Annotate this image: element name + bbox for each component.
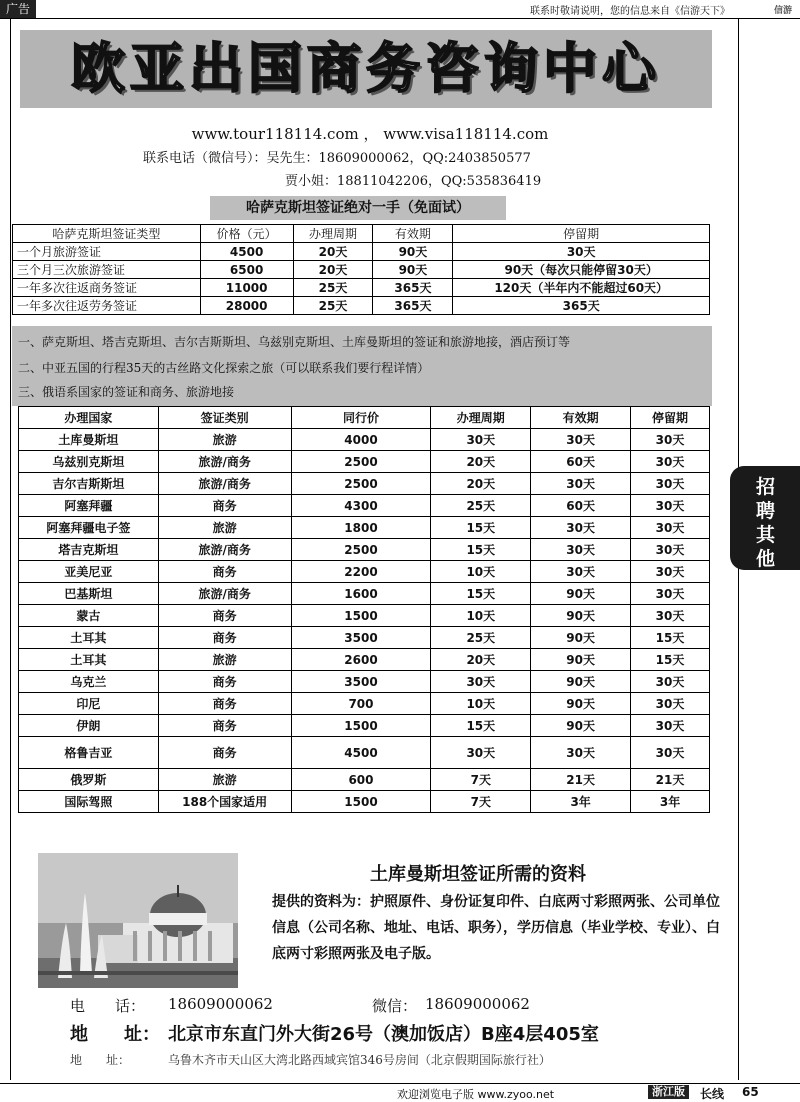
stay-cell: 30天 — [631, 583, 710, 605]
country-cell: 乌克兰 — [19, 671, 159, 693]
table-row — [19, 495, 710, 517]
category-cell: 旅游/商务 — [158, 539, 291, 561]
note-item: 三、俄语系国家的签证和商务、旅游地接 — [18, 385, 235, 399]
price-cell: 4500 — [200, 243, 293, 261]
validity-cell: 90天 — [531, 715, 631, 737]
address-label-2: 地 址： — [70, 1053, 131, 1067]
stay-cell: 30天 — [631, 561, 710, 583]
table-header-row — [19, 407, 710, 429]
table-row — [19, 473, 710, 495]
table-row — [19, 715, 710, 737]
stay-cell: 30天 — [631, 473, 710, 495]
source-note: 联系时敬请说明，您的信息来自《信游天下》 — [530, 6, 730, 17]
price-cell: 4000 — [291, 429, 431, 451]
requirements-title: 土库曼斯坦签证所需的资料 — [370, 864, 586, 885]
validity-cell: 30天 — [531, 561, 631, 583]
category-cell: 旅游 — [158, 429, 291, 451]
header-cell: 办理国家 — [19, 407, 159, 429]
country-cell: 阿塞拜疆电子签 — [19, 517, 159, 539]
wechat-value[interactable]: 18609000062 — [425, 995, 530, 1013]
price-cell: 2500 — [291, 451, 431, 473]
address-label: 地 址： — [70, 1024, 160, 1045]
visa-type-cell: 一年多次往返商务签证 — [13, 279, 201, 297]
price-cell: 2600 — [291, 649, 431, 671]
duration-cell: 15天 — [431, 583, 531, 605]
country-cell: 印尼 — [19, 693, 159, 715]
category-cell: 旅游/商务 — [158, 583, 291, 605]
validity-cell: 30天 — [531, 539, 631, 561]
validity-cell: 90天 — [531, 583, 631, 605]
stay-cell: 21天 — [631, 769, 710, 791]
price-cell: 4300 — [291, 495, 431, 517]
validity-cell: 90天 — [531, 627, 631, 649]
building-illustration — [38, 853, 238, 988]
stay-cell: 30天 — [631, 693, 710, 715]
visa-type-cell: 三个月三次旅游签证 — [13, 261, 201, 279]
address-urumqi: 乌鲁木齐市天山区大湾北路西域宾馆346号房间（北京假期国际旅行社） — [168, 1053, 551, 1067]
service-notes — [12, 326, 712, 406]
table-row — [13, 261, 710, 279]
price-cell: 2200 — [291, 561, 431, 583]
footer-section: 长线 — [700, 1087, 725, 1101]
price-cell: 700 — [291, 693, 431, 715]
validity-cell: 30天 — [531, 737, 631, 769]
side-tab-char: 招 — [756, 476, 776, 498]
duration-cell: 30天 — [431, 429, 531, 451]
stay-cell: 30天 — [631, 605, 710, 627]
stay-cell: 30天 — [631, 451, 710, 473]
stay-cell: 30天 — [631, 715, 710, 737]
table-row — [19, 451, 710, 473]
country-cell: 土耳其 — [19, 649, 159, 671]
publisher-logo: 信游 — [773, 6, 792, 16]
category-cell: 旅游 — [158, 649, 291, 671]
stay-cell: 30天 — [631, 495, 710, 517]
header-cell: 价格（元） — [200, 225, 293, 243]
country-cell: 塔吉克斯坦 — [19, 539, 159, 561]
duration-cell: 30天 — [431, 671, 531, 693]
duration-cell: 15天 — [431, 715, 531, 737]
stay-cell: 15天 — [631, 649, 710, 671]
category-cell: 商务 — [158, 495, 291, 517]
price-cell: 1800 — [291, 517, 431, 539]
country-cell: 国际驾照 — [19, 791, 159, 813]
stay-cell: 30天 — [631, 671, 710, 693]
side-tab-char: 他 — [756, 548, 776, 570]
country-cell: 乌兹别克斯坦 — [19, 451, 159, 473]
header-cell: 哈萨克斯坦签证类型 — [13, 225, 201, 243]
country-cell: 吉尔吉斯斯坦 — [19, 473, 159, 495]
price-cell: 1600 — [291, 583, 431, 605]
validity-cell: 90天 — [531, 671, 631, 693]
country-cell: 土库曼斯坦 — [19, 429, 159, 451]
country-cell: 格鲁吉亚 — [19, 737, 159, 769]
footer-site[interactable]: 欢迎浏览电子版 www.zyoo.net — [397, 1088, 555, 1101]
stay-cell: 30天 — [631, 737, 710, 769]
validity-cell: 30天 — [531, 429, 631, 451]
validity-cell: 21天 — [531, 769, 631, 791]
requirements-text: 提供的资料为：护照原件、身份证复印件、白底两寸彩照两张、公司单位信息（公司名称、地址、电话、职务），学历信息（毕业学校、专业）、白底两寸彩照两张及电子版。 — [272, 894, 720, 962]
side-tab-char: 其 — [756, 524, 776, 546]
duration-cell: 25天 — [293, 297, 373, 315]
turkmenistan-building-photo — [38, 853, 238, 988]
country-cell: 阿塞拜疆 — [19, 495, 159, 517]
validity-cell: 3年 — [531, 791, 631, 813]
category-cell: 旅游 — [158, 517, 291, 539]
table-row — [13, 297, 710, 315]
price-cell: 600 — [291, 769, 431, 791]
header-cell: 签证类别 — [158, 407, 291, 429]
duration-cell: 20天 — [293, 261, 373, 279]
country-cell: 伊朗 — [19, 715, 159, 737]
kazakhstan-visa-heading: 哈萨克斯坦签证绝对一手（免面试） — [210, 196, 506, 220]
duration-cell: 10天 — [431, 605, 531, 627]
table-row — [19, 791, 710, 813]
side-tab-char: 聘 — [756, 500, 776, 522]
stay-cell: 30天 — [631, 539, 710, 561]
category-cell: 商务 — [158, 627, 291, 649]
category-cell: 旅游/商务 — [158, 451, 291, 473]
stay-cell: 90天（每次只能停留30天） — [453, 261, 710, 279]
stay-cell: 30天 — [631, 517, 710, 539]
duration-cell: 15天 — [431, 539, 531, 561]
category-cell: 188个国家适用 — [158, 791, 291, 813]
price-cell: 1500 — [291, 605, 431, 627]
duration-cell: 10天 — [431, 693, 531, 715]
phone-label: 电 话： — [70, 997, 146, 1015]
country-cell: 俄罗斯 — [19, 769, 159, 791]
country-cell: 蒙古 — [19, 605, 159, 627]
table-row — [19, 693, 710, 715]
table-row — [19, 769, 710, 791]
table-row — [19, 627, 710, 649]
country-cell: 巴基斯坦 — [19, 583, 159, 605]
table-row — [19, 517, 710, 539]
validity-cell: 365天 — [373, 297, 453, 315]
duration-cell: 10天 — [431, 561, 531, 583]
category-cell: 旅游 — [158, 769, 291, 791]
category-cell: 商务 — [158, 693, 291, 715]
page-number: 65 — [742, 1085, 759, 1099]
price-cell: 28000 — [200, 297, 293, 315]
stay-cell: 3年 — [631, 791, 710, 813]
table-row — [19, 429, 710, 451]
header-cell: 同行价 — [291, 407, 431, 429]
ad-tag: 广告 — [0, 0, 36, 18]
price-cell: 2500 — [291, 539, 431, 561]
table-row — [19, 737, 710, 769]
price-cell: 4500 — [291, 737, 431, 769]
duration-cell: 20天 — [431, 451, 531, 473]
price-cell: 11000 — [200, 279, 293, 297]
header-cell: 有效期 — [373, 225, 453, 243]
duration-cell: 20天 — [431, 473, 531, 495]
stay-cell: 365天 — [453, 297, 710, 315]
note-item: 二、中亚五国的行程35天的古丝路文化探索之旅（可以联系我们要行程详情） — [18, 361, 430, 375]
duration-cell: 20天 — [293, 243, 373, 261]
header-cell: 办理周期 — [431, 407, 531, 429]
duration-cell: 25天 — [431, 627, 531, 649]
country-cell: 土耳其 — [19, 627, 159, 649]
table-row — [19, 539, 710, 561]
validity-cell: 90天 — [531, 649, 631, 671]
wechat-label: 微信： — [372, 997, 418, 1015]
visa-price-table — [18, 406, 710, 813]
category-cell: 商务 — [158, 715, 291, 737]
contact-line-1: 联系电话（微信号）：吴先生：18609000062，QQ:2403850577 — [143, 151, 531, 166]
category-cell: 商务 — [158, 737, 291, 769]
category-cell: 商务 — [158, 605, 291, 627]
validity-cell: 90天 — [373, 243, 453, 261]
duration-cell: 15天 — [431, 517, 531, 539]
validity-cell: 90天 — [531, 605, 631, 627]
validity-cell: 30天 — [531, 517, 631, 539]
stay-cell: 30天 — [453, 243, 710, 261]
table-row — [13, 279, 710, 297]
price-cell: 1500 — [291, 791, 431, 813]
duration-cell: 7天 — [431, 769, 531, 791]
validity-cell: 60天 — [531, 451, 631, 473]
table-row — [19, 605, 710, 627]
note-item: 一、萨克斯坦、塔吉克斯坦、吉尔吉斯斯坦、乌兹别克斯坦、土库曼斯坦的签证和旅游地接，酒店预订等 — [18, 335, 571, 349]
stay-cell: 120天（半年内不能超过60天） — [453, 279, 710, 297]
header-cell: 办理周期 — [293, 225, 373, 243]
visa-type-cell: 一个月旅游签证 — [13, 243, 201, 261]
category-cell: 商务 — [158, 561, 291, 583]
duration-cell: 25天 — [293, 279, 373, 297]
table-row — [19, 583, 710, 605]
header-cell: 停留期 — [453, 225, 710, 243]
table-row — [19, 649, 710, 671]
validity-cell: 90天 — [373, 261, 453, 279]
phone-value[interactable]: 18609000062 — [168, 995, 273, 1013]
frame-left-rule — [10, 18, 11, 1080]
price-cell: 3500 — [291, 627, 431, 649]
contact-line-2: 贾小姐：18811042206，QQ:535836419 — [285, 174, 542, 189]
table-header-row — [13, 225, 710, 243]
header-cell: 停留期 — [631, 407, 710, 429]
validity-cell: 30天 — [531, 473, 631, 495]
duration-cell: 7天 — [431, 791, 531, 813]
validity-cell: 365天 — [373, 279, 453, 297]
duration-cell: 25天 — [431, 495, 531, 517]
price-cell: 2500 — [291, 473, 431, 495]
category-cell: 旅游/商务 — [158, 473, 291, 495]
kazakhstan-visa-table — [12, 224, 710, 315]
price-cell: 6500 — [200, 261, 293, 279]
duration-cell: 30天 — [431, 737, 531, 769]
address-beijing: 北京市东直门外大街26号（澳加饭店）B座4层405室 — [168, 1024, 599, 1045]
validity-cell: 90天 — [531, 693, 631, 715]
stay-cell: 30天 — [631, 429, 710, 451]
page-title: 欧亚出国商务咨询中心 — [71, 37, 661, 100]
section-side-tab — [730, 466, 800, 570]
stay-cell: 15天 — [631, 627, 710, 649]
website-links[interactable]: www.tour118114.com ， www.visa118114.com — [191, 125, 549, 143]
price-cell: 3500 — [291, 671, 431, 693]
price-cell: 1500 — [291, 715, 431, 737]
table-row — [13, 243, 710, 261]
header-cell: 有效期 — [531, 407, 631, 429]
category-cell: 商务 — [158, 671, 291, 693]
validity-cell: 60天 — [531, 495, 631, 517]
country-cell: 亚美尼亚 — [19, 561, 159, 583]
table-row — [19, 671, 710, 693]
duration-cell: 20天 — [431, 649, 531, 671]
edition-tag: 浙江版 — [648, 1085, 689, 1099]
visa-type-cell: 一年多次往返劳务签证 — [13, 297, 201, 315]
table-row — [19, 561, 710, 583]
